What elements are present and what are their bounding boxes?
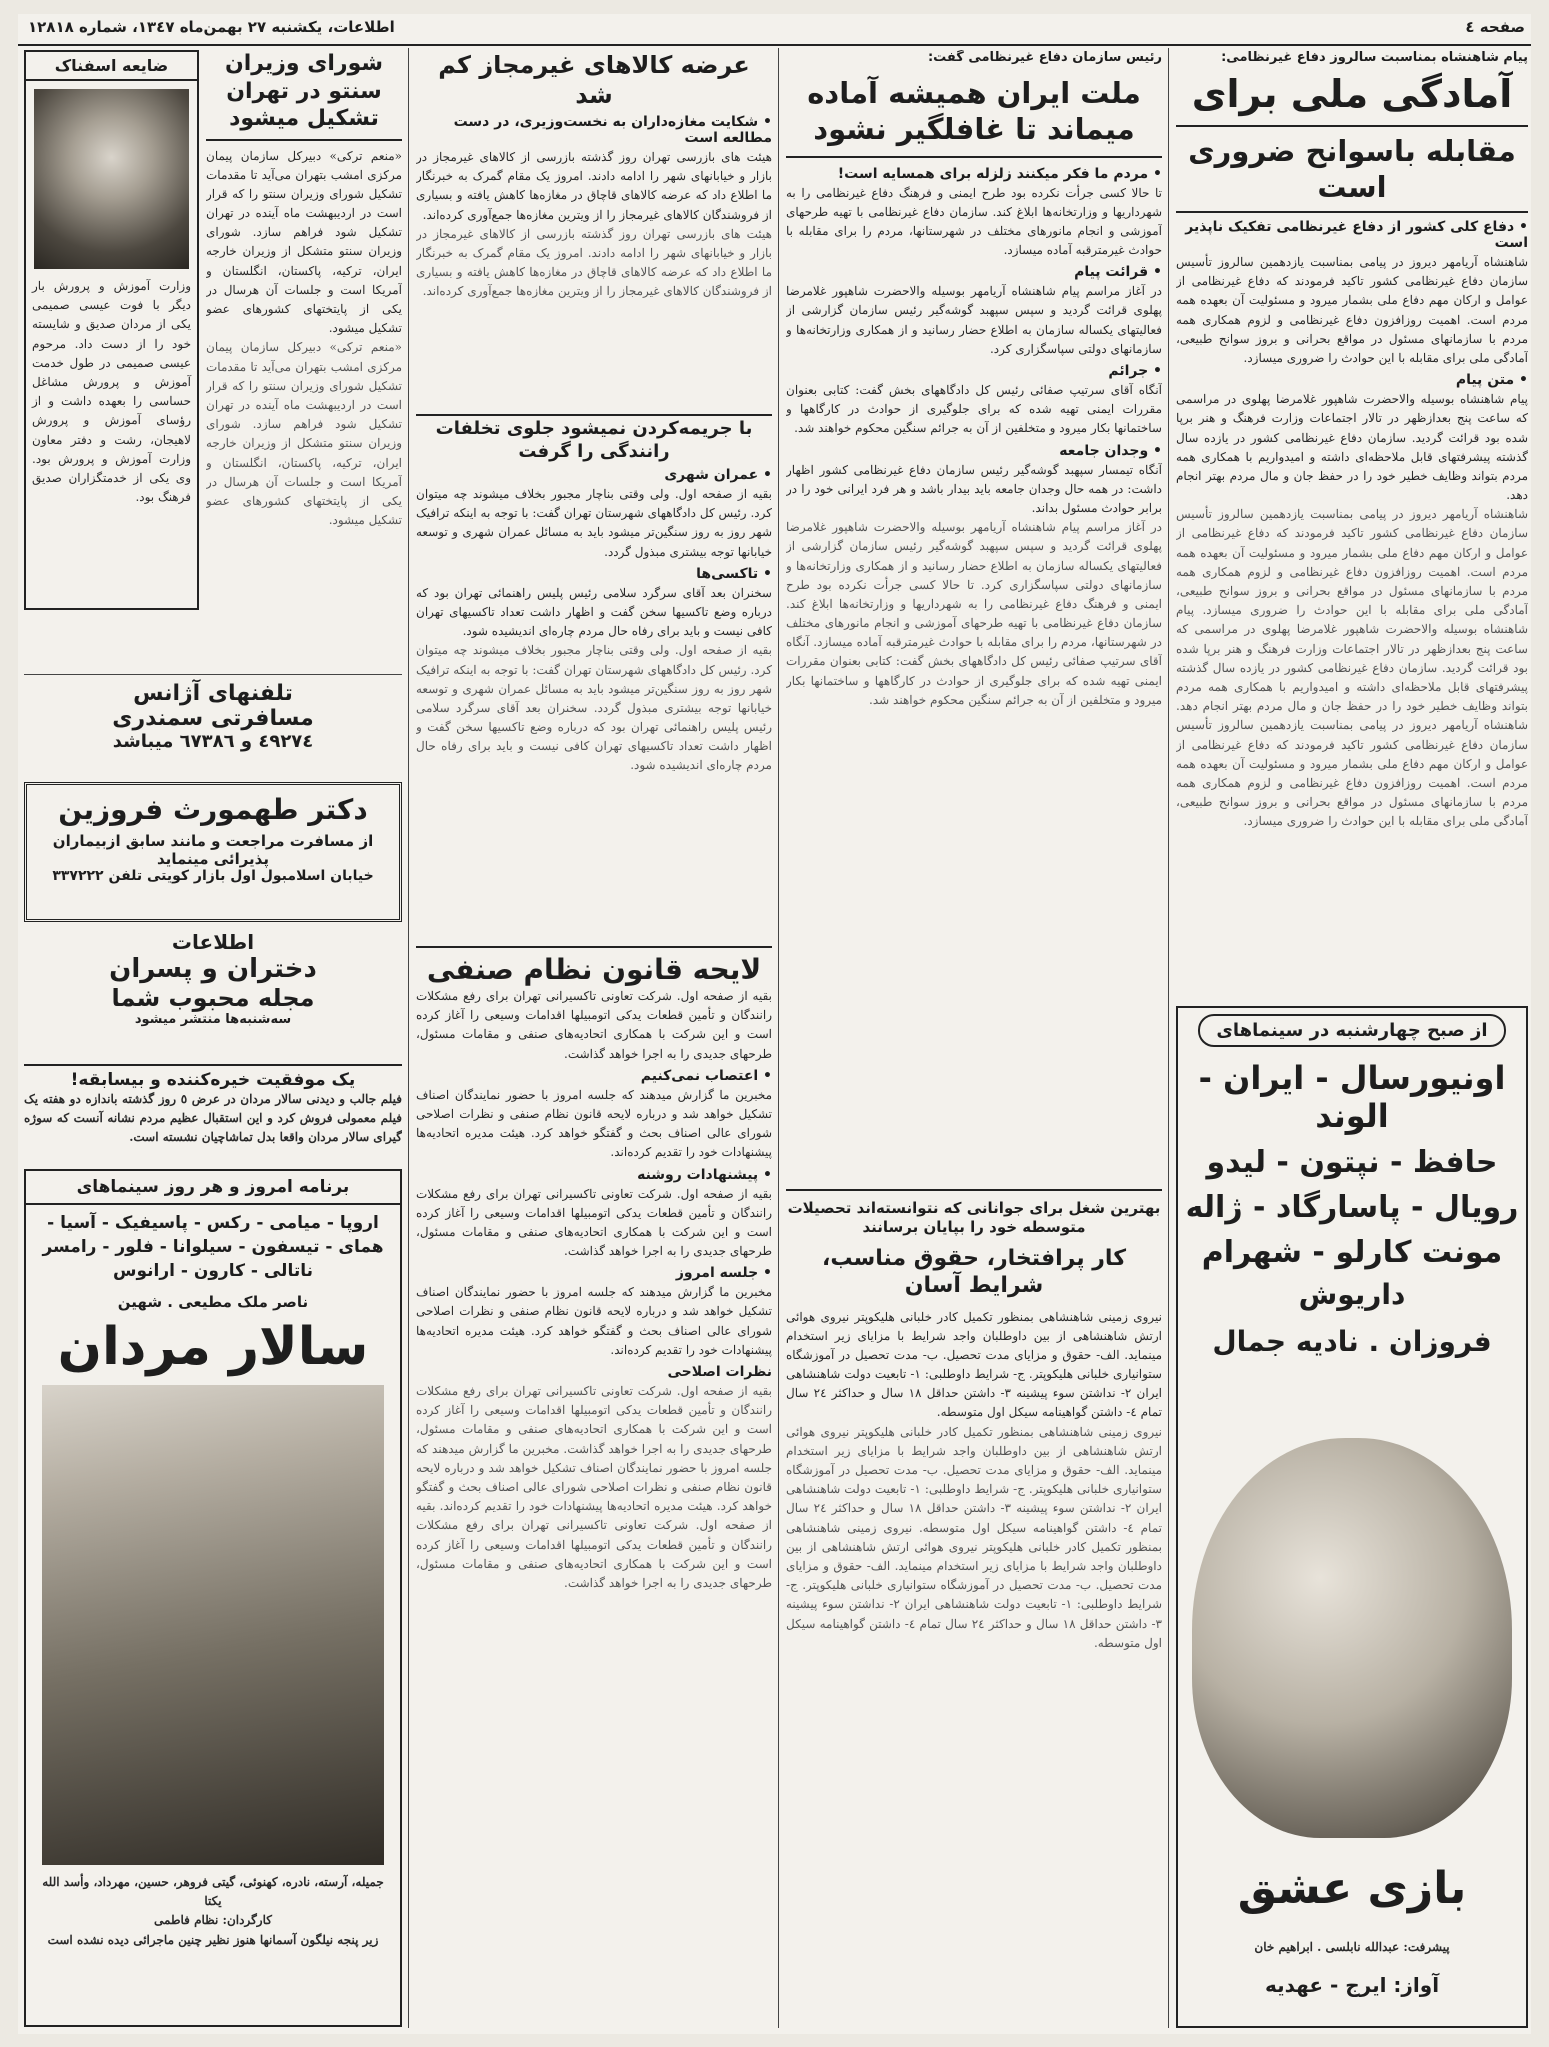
obituary-body: وزارت آموزش و پرورش بار دیگر با فوت عیسی صمیمی یکی از مردان صدیق و شایسته خود را از دست داد. مرحوم عیسی صمیمی در طول خدمت آموزش و پرورش مشاغل حساسی را بعهده داشت و از رؤسای آموزش و پرورش لاهیجان، رشت و دفتر معاون وزارت آموزش و پرورش بود. وی یکی از خدمتگزاران صدیق فرهنگ بود. bbox=[32, 279, 191, 505]
job-ad-body: نیروی زمینی شاهنشاهی بمنظور تکمیل کادر خلبانی هلیکوپتر نیروی هوائی ارتش شاهنشاهی از بین داوطلبان واجد شرایط با مزایای زیر استخدام مینماید. الف- حقوق و مزایای مدت تحصیل. ب- مدت تحصیل در آموزشگاه ستوانیاری خلبانی هلیکوپتر. ج- شرایط داوطلبی: ١- تابعیت دولت شاهنشاهی ایران ٢- نداشتن سوء پیشینه ٣- داشتن حداقل ١٨ سال و حداکثر ٢٤ سال تمام ٤- داشتن گواهینامه سیکل اول متوسطه. bbox=[786, 1309, 1162, 1420]
guild-law-body-2: مخبرین ما گزارش میدهند که جلسه امروز با حضور نمایندگان اصناف تشکیل خواهد شد و درباره لایحه قانون نظام صنفی و نظرات اصلاحی شورای عالی اصناف بحث و گفتگو خواهد کرد. هیئت مدیره اتحادیه‌ها پیشنهادات خود را تقدیم کرده‌اند. bbox=[416, 1087, 772, 1160]
program-list-3: ناتالی - کارون - ارانوس bbox=[113, 1261, 313, 1281]
film-vocal: آواز: ایرج - عهدیه bbox=[1264, 1973, 1440, 1997]
travel-ad-phone: ٤٩٢٧٤ و ٦٧٣٨٦ میباشد bbox=[112, 731, 314, 752]
cinema-list-1: اونیورسال - ایران - الوند bbox=[1198, 1059, 1506, 1135]
cento-title: شورای وزیران سنتو در تهران تشکیل میشود bbox=[224, 51, 384, 131]
defense-subhead-1: • مردم ما فکر میکنند زلزله برای همسایه است! bbox=[837, 165, 1162, 182]
newspaper-page bbox=[18, 14, 1531, 2034]
guild-law-subhead-4: نظرات اصلاحی bbox=[667, 1364, 772, 1380]
job-ad-body-filler: نیروی زمینی شاهنشاهی بمنظور تکمیل کادر خلبانی هلیکوپتر نیروی هوائی ارتش شاهنشاهی از بین داوطلبان واجد شرایط با مزایای زیر استخدام مینماید. الف- حقوق و مزایای مدت تحصیل. ب- مدت تحصیل در آموزشگاه ستوانیاری خلبانی هلیکوپتر. ج- شرایط داوطلبی: ١- تابعیت دولت شاهنشاهی ایران ٢- نداشتن سوء پیشینه ٣- داشتن حداقل ١٨ سال و حداکثر ٢٤ سال تمام ٤- داشتن گواهینامه سیکل اول متوسطه. نیروی زمینی شاهنشاهی بمنظور تکمیل کادر خلبانی هلیکوپتر نیروی هوائی ارتش شاهنشاهی از بین داوطلبان واجد شرایط با مزایای زیر استخدام مینماید. الف- حقوق و مزایای مدت تحصیل. ب- مدت تحصیل در آموزشگاه ستوانیاری خلبانی هلیکوپتر. ج- شرایط داوطلبی: ١- تابعیت دولت شاهنشاهی ایران ٢- نداشتن سوء پیشینه ٣- داشتن حداقل ١٨ سال و حداکثر ٢٤ سال تمام ٤- داشتن گواهینامه سیکل اول متوسطه. bbox=[786, 1424, 1162, 1650]
guild-law-body-4: مخبرین ما گزارش میدهند که جلسه امروز با حضور نمایندگان اصناف تشکیل خواهد شد و درباره لایحه قانون نظام صنفی و نظرات اصلاحی شورای عالی اصناف بحث و گفتگو خواهد کرد. هیئت مدیره اتحادیه‌ها پیشنهادات خود را تقدیم کرده‌اند. bbox=[416, 1285, 772, 1357]
defense-subhead-2: • قرائت پیام bbox=[1074, 264, 1162, 281]
traffic-body-filler: بقیه از صفحه اول. ولی وقتی بناچار مجبور بخلاف میشوند چه میتوان کرد. رئیس کل دادگاههای شهرستان تهران گفت: با توجه به اینکه ترافیک شهر روز به روز سنگین‌تر میشود باید به مسائل عمران شهری و توسعه خیابانها توجه بیشتری مبذول گردد. سخنران بعد آقای سرگرد سلامی رئیس پلیس راهنمائی تهران بود که درباره وضع تاکسیها سخن گفت و اظهار داشت تعداد تاکسیهای تهران کافی نیست و باید برای رفاه حال مردم چاره‌ای اندیشیده شود. bbox=[416, 643, 772, 773]
guild-law-body-5: بقیه از صفحه اول. شرکت تعاونی تاکسیرانی تهران برای رفع مشکلات رانندگان و تأمین قطعات یدکی اتومبیلها اقدامات وسیعی را آغاز کرده است و این شرکت با همکاری اتحادیه‌های صنفی و مقامات مسئول، طرحهای جدیدی را به اجرا خواهد گذاشت. مخبرین ما گزارش میدهند که جلسه امروز با حضور نمایندگان اصناف تشکیل خواهد شد و درباره لایحه قانون نظام صنفی و نظرات اصلاحی شورای عالی اصناف بحث و گفتگو خواهد کرد. هیئت مدیره اتحادیه‌ها پیشنهادات خود را تقدیم کرده‌اند. بقیه از صفحه اول. شرکت تعاونی تاکسیرانی تهران برای رفع مشکلات رانندگان و تأمین قطعات یدکی اتومبیلها اقدامات وسیعی را آغاز کرده است و این شرکت با همکاری اتحادیه‌های صنفی و مقامات مسئول، طرحهای جدیدی را به اجرا خواهد گذاشت. bbox=[416, 1384, 772, 1590]
travel-ad-name: مسافرتی سمندری bbox=[112, 706, 314, 731]
magazine-subtitle: مجله محبوب شما bbox=[111, 984, 315, 1012]
guild-law-body-3: بقیه از صفحه اول. شرکت تعاونی تاکسیرانی تهران برای رفع مشکلات رانندگان و تأمین قطعات یدکی اتومبیلها اقدامات وسیعی را آغاز کرده است و این شرکت با همکاری اتحادیه‌های صنفی و مقامات مسئول، طرحهای جدیدی را به اجرا خواهد گذاشت. bbox=[416, 1186, 772, 1259]
defense-title: ملت ایران همیشه آماده میماند تا غافلگیر نشود bbox=[807, 76, 1141, 147]
traffic-story bbox=[416, 418, 772, 938]
cinema-list-2: حافظ - نپتون - لیدو bbox=[1206, 1145, 1498, 1180]
salar-film-photo bbox=[42, 1385, 384, 1865]
guild-law-subhead-2: • پیشنهادات روشنه bbox=[637, 1166, 772, 1183]
obituary-title: ضایعه اسفناک bbox=[26, 52, 197, 81]
traffic-body-2: سخنران بعد آقای سرگرد سلامی رئیس پلیس راهنمائی تهران بود که درباره وضع تاکسیها سخن گفت و اظهار داشت تعداد تاکسیهای تهران کافی نیست و باید برای رفاه حال مردم چاره‌ای اندیشیده شود. bbox=[416, 585, 772, 639]
salar-tagline: زیر پنجه نیلگون آسمانها هنوز نظیر چنین ماجرائی دیده نشده است bbox=[47, 1932, 379, 1947]
column-rule bbox=[778, 48, 779, 2028]
lead-title-line1: آمادگی ملی برای bbox=[1191, 72, 1513, 116]
program-list-1: اروپا - میامی - رکس - پاسیفیک - آسیا - bbox=[47, 1213, 379, 1233]
cinema-ad bbox=[1176, 1006, 1528, 2028]
defense-kicker: رئیس سازمان دفاع غیرنظامی گفت: bbox=[927, 50, 1162, 65]
lead-title-line2: مقابله باسوانح ضروری است bbox=[1188, 133, 1516, 204]
guild-law-body: بقیه از صفحه اول. شرکت تعاونی تاکسیرانی تهران برای رفع مشکلات رانندگان و تأمین قطعات یدکی اتومبیلها اقدامات وسیعی را آغاز کرده است و این شرکت با همکاری اتحادیه‌های صنفی و مقامات مسئول، طرحهای جدیدی را به اجرا خواهد گذاشت. bbox=[416, 989, 772, 1061]
magazine-ad bbox=[24, 930, 402, 1058]
salar-cast-bottom: جمیله، آرسته، نادره، کهنوئی، گیتی فروهر، حسین، مهرداد، وأسد الله یکتا bbox=[42, 1875, 384, 1909]
cento-body-filler: «منعم ترکی» دبیرکل سازمان پیمان مرکزی امشب بتهران می‌آید تا مقدمات تشکیل شورای وزیران سنتو را که قرار است در اردیبهشت ماه آینده در تهران تشکیل شود فراهم سازد. شورای وزیران سنتو متشکل از وزیران خارجه ایران، ترکیه، پاکستان، انگلستان و آمریکا است و جلسات آن هرسال در یکی از پایتختهای کشورهای عضو تشکیل میشود. bbox=[206, 340, 402, 528]
obituary-box bbox=[24, 50, 199, 610]
traffic-subhead-2: • تاکسی‌ها bbox=[696, 565, 772, 582]
job-ad-title-2: کار پرافتخار، حقوق مناسب، شرایط آسان bbox=[821, 1245, 1126, 1298]
defense-body-1: تا حالا کسی جرأت نکرده بود طرح ایمنی و فرهنگ دفاع غیرنظامی را به شهرداریها و وزارتخانه‌ها ابلاغ کند. سازمان دفاع غیرنظامی با تهیه طرحهای آموزشی و انجام مانورهای مختلف در شهرستانها، مردم را برای مقابله با حوادث غیرمترقبه آماده میسازد. bbox=[786, 185, 1162, 258]
cento-body: «منعم ترکی» دبیرکل سازمان پیمان مرکزی امشب بتهران می‌آید تا مقدمات تشکیل شورای وزیران سنتو را که قرار است در اردیبهشت ماه آینده در تهران تشکیل شود فراهم سازد. شورای وزیران سنتو متشکل از وزیران خارجه ایران، ترکیه، پاکستان، انگلستان و آمریکا است و جلسات آن هرسال در یکی از پایتختهای کشورهای عضو تشکیل میشود. bbox=[206, 148, 402, 336]
magazine-note: سه‌شنبه‌ها منتشر میشود bbox=[134, 1012, 292, 1027]
cento-story bbox=[206, 50, 402, 690]
lead-subhead-message: • متن پیام bbox=[1455, 372, 1528, 389]
traffic-body-1: بقیه از صفحه اول. ولی وقتی بناچار مجبور بخلاف میشوند چه میتوان کرد. رئیس کل دادگاههای شهرستان تهران گفت: با توجه به اینکه ترافیک شهر روز به روز سنگین‌تر میشود باید به مسائل عمران شهری و توسعه خیابانها توجه بیشتری مبذول گردد. bbox=[416, 487, 772, 559]
goods-title: عرضه کالاهای غیرمجاز کم شد bbox=[438, 51, 750, 109]
lead-body-message: پیام شاهنشاه بوسیله والاحضرت شاهپور غلامرضا پهلوی در مراسمی که ساعت پنج بعدازظهر در تالار اجتماعات وزارت فرهنگ و هنر برپا شده بود قرائت گردید. سازمان دفاع غیرنظامی کشور در یازده سال گذشته پیشرفتهای قابل ملاحظه‌ای داشته و امیدواریم با همکاری همه مردم بتواند وظایف خطیر خود را در حفظ جان و مال مردم بهتر انجام دهد. bbox=[1176, 392, 1528, 503]
guild-law-subhead-3: • جلسه امروز bbox=[675, 1265, 772, 1282]
defense-body-3: آنگاه آقای سرتیپ صفائی رئیس کل دادگاههای بخش گفت: کتابی بعنوان مقررات ایمنی تهیه شده که برای جلوگیری از حوادث در کارگاهها و ساختمانها بکار میرود و متخلفین از آن به جرائم سنگین محکوم خواهند شد. bbox=[786, 383, 1162, 436]
section-rule bbox=[416, 946, 772, 948]
film-poster-photo bbox=[1192, 1438, 1512, 1838]
guild-law-story bbox=[416, 952, 772, 2028]
doctor-ad bbox=[24, 782, 402, 922]
success-notice bbox=[24, 1064, 402, 1162]
magazine-title: دختران و پسران bbox=[109, 954, 317, 984]
magazine-brand: اطلاعات bbox=[171, 930, 255, 954]
salar-director: کارگردان: نظام فاطمی bbox=[154, 1913, 272, 1928]
goods-body: هیئت های بازرسی تهران روز گذشته بازرسی از کالاهای غیرمجاز در بازار و خیابانهای شهر را ادامه دادند. امروز یک مقام گمرک به خبرنگار ما اطلاع داد که عرضه کالاهای قاچاق در مغازه‌ها کاهش یافته و بسیاری از فروشندگان کالاهای غیرمجاز را از ویترین مغازه‌ها جمع‌آوری کرده‌اند. bbox=[416, 150, 772, 222]
traffic-subhead-1: • عمران شهری bbox=[664, 467, 772, 483]
salar-mardan-ad bbox=[24, 1169, 402, 2027]
job-ad bbox=[786, 1189, 1162, 2029]
obituary-portrait bbox=[34, 89, 189, 269]
cinema-banner: از صبح چهارشنبه در سینماهای bbox=[1198, 1014, 1506, 1047]
defense-subhead-3: • جرائم bbox=[1108, 363, 1162, 379]
film-cast-top: ناصر ملک مطیعی . شهین bbox=[117, 1293, 309, 1311]
defense-subhead-4: • وجدان جامعه bbox=[1059, 442, 1162, 459]
travel-agency-ad bbox=[24, 674, 402, 774]
success-title: یک موفقیت خیره‌کننده و بیسابقه! bbox=[70, 1070, 356, 1090]
masthead: اطلاعات، یکشنبه ٢٧ بهمن‌ماه ١٣٤٧، شماره ١٢٨١٨ bbox=[28, 18, 395, 36]
travel-ad-title: تلفنهای آژانس bbox=[133, 681, 293, 706]
goods-subhead: • شکایت مغازه‌داران به نخست‌وزیری، در دست مطالعه است bbox=[453, 114, 772, 146]
lead-body-filler: شاهنشاه آریامهر دیروز در پیامی بمناسبت یازدهمین سالروز تأسیس سازمان دفاع غیرنظامی کشور تاکید فرمودند که دفاع غیرنظامی از عوامل و ارکان مهم دفاع ملی بشمار میرود و مسئولیت آن بعهده همه مردم است. اهمیت روزافزون دفاع غیرنظامی و لزوم همکاری همه مردم با سازمانهای مسئول در مواقع بحرانی و بروز سوانح طبیعی، آمادگی ملی برای مقابله با این حوادث را ضروری میسازد. پیام شاهنشاه بوسیله والاحضرت شاهپور غلامرضا پهلوی در مراسمی که ساعت پنج بعدازظهر در تالار اجتماعات وزارت فرهنگ و هنر برپا شده بود قرائت گردید. سازمان دفاع غیرنظامی کشور در یازده سال گذشته پیشرفتهای قابل ملاحظه‌ای داشته و امیدواریم با همکاری همه مردم بتواند وظایف خطیر خود را در حفظ جان و مال مردم بهتر انجام دهد. شاهنشاه آریامهر دیروز در پیامی بمناسبت یازدهمین سالروز تأسیس سازمان دفاع غیرنظامی کشور تاکید فرمودند که دفاع غیرنظامی از عوامل و ارکان مهم دفاع ملی بشمار میرود و مسئولیت آن بعهده همه مردم است. اهمیت روزافزون دفاع غیرنظامی و لزوم همکاری همه مردم با سازمانهای مسئول در مواقع بحرانی و بروز سوانح طبیعی، آمادگی ملی برای مقابله با این حوادث را ضروری میسازد. bbox=[1176, 507, 1528, 829]
guild-law-subhead-1: • اعتصاب نمی‌کنیم bbox=[640, 1067, 772, 1084]
defense-story bbox=[786, 50, 1162, 1180]
defense-body-4: آنگاه تیمسار سپهبد گوشه‌گیر رئیس سازمان دفاع غیرنظامی کشور اظهار داشت: در همه حال وجدان جامعه باید بیدار باشد و هر فرد ایرانی خود را در برابر حوادث مسئول بداند. bbox=[786, 462, 1162, 515]
program-title: برنامه امروز و هر روز سینماهای bbox=[26, 1171, 400, 1205]
column-rule bbox=[408, 48, 409, 2028]
lead-body: شاهنشاه آریامهر دیروز در پیامی بمناسبت یازدهمین سالروز تأسیس سازمان دفاع غیرنظامی کشور تاکید فرمودند که دفاع غیرنظامی از عوامل و ارکان مهم دفاع ملی بشمار میرود و مسئولیت آن بعهده همه مردم است. اهمیت روزافزون دفاع غیرنظامی و لزوم همکاری همه مردم با سازمانهای مسئول در مواقع بحرانی و بروز سوانح طبیعی، آمادگی ملی برای مقابله با این حوادث را ضروری میسازد. bbox=[1176, 255, 1528, 365]
program-list-2: همای - تیسفون - سیلوانا - فلور - رامسر bbox=[42, 1237, 384, 1257]
defense-body-filler: در آغاز مراسم پیام شاهنشاه آریامهر بوسیله والاحضرت شاهپور غلامرضا پهلوی قرائت گردید و سپس سپهبد گوشه‌گیر رئیس سازمان گزارشی از فعالیتهای یکساله سازمان به اطلاع حضار رسانید و از همکاری وزارتخانه‌ها و سازمانهای دولتی سپاسگزاری کرد. تا حالا کسی جرأت نکرده بود طرح ایمنی و فرهنگ دفاع غیرنظامی را به شهرداریها و وزارتخانه‌ها ابلاغ کند. سازمان دفاع غیرنظامی با تهیه طرحهای آموزشی و انجام مانورهای مختلف در شهرستانها، مردم را برای مقابله با حوادث غیرمترقبه آماده میسازد. آنگاه آقای سرتیپ صفائی رئیس کل دادگاههای بخش گفت: کتابی بعنوان مقررات ایمنی تهیه شده که برای جلوگیری از حوادث در کارگاهها و ساختمانها بکار میرود و متخلفین از آن به جرائم سنگین محکوم خواهند شد. bbox=[786, 520, 1162, 707]
lead-kicker: پیام شاهنشاه بمناسبت سالروز دفاع غیرنظامی: bbox=[1221, 50, 1528, 65]
doctor-name: دکتر طهمورث فروزین bbox=[58, 793, 368, 826]
doctor-line-3: خیابان اسلامبول اول بازار کویتی تلفن ٣٣٧٢٢٢ bbox=[52, 868, 374, 884]
doctor-line-2: پذیرائی مینماید bbox=[157, 850, 269, 868]
traffic-title: با جریمه‌کردن نمیشود جلوی تخلفات رانندگی را گرفت bbox=[435, 418, 753, 462]
goods-story bbox=[416, 50, 772, 410]
guild-law-title: لایحه قانون نظام صنفی bbox=[426, 953, 762, 986]
cinema-list-3: رویال - پاسارگاد - ژاله bbox=[1185, 1190, 1519, 1225]
goods-body-filler: هیئت های بازرسی تهران روز گذشته بازرسی از کالاهای غیرمجاز در بازار و خیابانهای شهر را ادامه دادند. امروز یک مقام گمرک به خبرنگار ما اطلاع داد که عرضه کالاهای قاچاق در مغازه‌ها کاهش یافته و بسیاری از فروشندگان کالاهای غیرمجاز را از ویترین مغازه‌ها جمع‌آوری کرده‌اند. bbox=[416, 226, 772, 299]
film-title: بازی عشق bbox=[1237, 1863, 1467, 1914]
film-stars: فروزان . نادیه جمال bbox=[1212, 1325, 1492, 1358]
column-rule bbox=[1168, 48, 1169, 2028]
cinema-list-4: مونت کارلو - شهرام bbox=[1201, 1235, 1503, 1270]
success-body: فیلم جالب و دیدنی سالار مردان در عرض ٥ روز گذشته باندازه دو هفته یک فیلم معمولی فروش کرد و این استقبال عظیم مردم نشانه آنست که سوژه گیرای سالار مردان واقعا بدل تماشاچیان نشسته است. bbox=[24, 1092, 402, 1145]
lead-story bbox=[1176, 50, 1528, 1000]
film-producer: پیشرفت: عبدالله نابلسی . ابراهیم خان bbox=[1254, 1940, 1450, 1954]
salar-film-title: سالار مردان bbox=[57, 1317, 369, 1377]
section-rule bbox=[416, 414, 772, 416]
defense-body-2: در آغاز مراسم پیام شاهنشاه آریامهر بوسیله والاحضرت شاهپور غلامرضا پهلوی قرائت گردید و سپس سپهبد گوشه‌گیر رئیس سازمان گزارشی از فعالیتهای یکساله سازمان به اطلاع حضار رسانید و از همکاری وزارتخانه‌ها و سازمانهای دولتی سپاسگزاری کرد. bbox=[786, 284, 1162, 356]
doctor-line-1: از مسافرت مراجعت و مانند سابق ازبیماران bbox=[52, 832, 374, 850]
job-ad-title: بهترین شغل برای جوانانی که نتوانسته‌اند تحصیلات متوسطه خود را بپایان برسانند bbox=[787, 1199, 1161, 1236]
cinema-list-5: داریوش bbox=[1298, 1278, 1406, 1311]
page-number: صفحه ٤ bbox=[1465, 18, 1525, 36]
masthead-rule bbox=[18, 44, 1531, 46]
lead-subhead: • دفاع کلی کشور از دفاع غیرنظامی تفکیک ناپذیر است bbox=[1185, 219, 1528, 251]
